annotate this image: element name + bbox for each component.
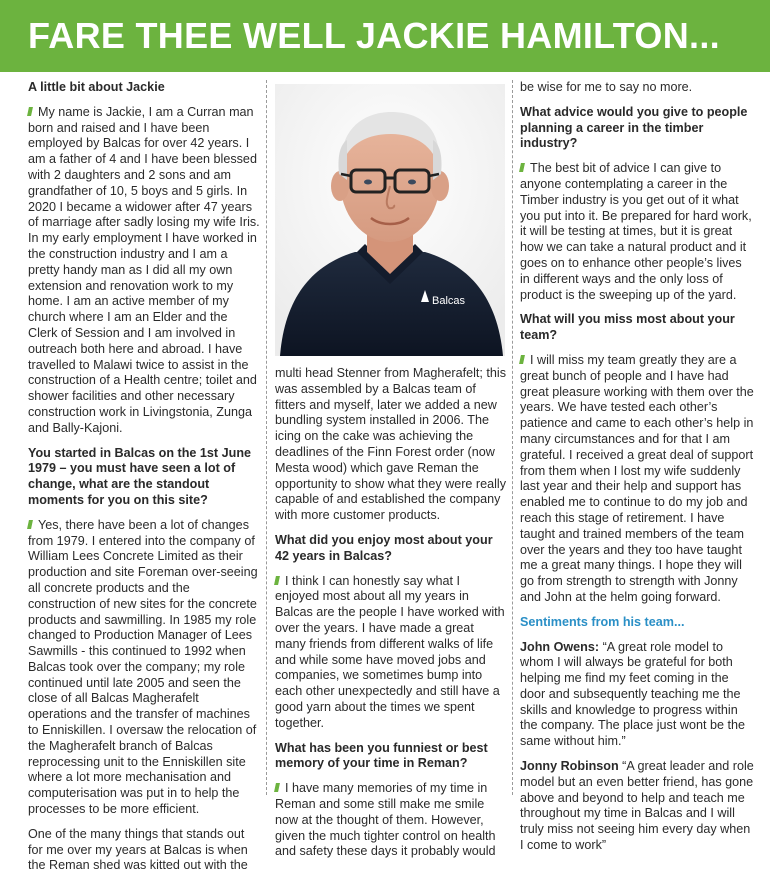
bullet-marker-icon (274, 783, 280, 792)
paragraph: Yes, there have been a lot of changes from 1979. I entered into the company of William Lees Concrete Limited as their production and site Foreman over-seeing all concrete products and the construction of new sites for the concrete products and sawmilling. In 1985 my role changed to Production Manager of Lees Sawmills - this continued to 1992 when Balcas took over the company; my role continued until late 2005 and seen the close of all Balcas Magherafelt operations and the transfer of machines to Enniskillen. I oversaw the relocation of the Magherafelt branch of Balcas reprocessing unit to the Enniskillen site where a lot more mechanisation and computerisation was put in to help the processes to be more efficient. (28, 517, 258, 817)
paragraph: My name is Jackie, I am a Curran man born and raised and I have been employed by Balcas for over 42 years. I am a father of 4 and I have been blessed with 2 daughters and 2 sons and am grandfather of 10, 5 boys and 5 girls. In 2020 I became a widower after 47 years of marriage after sadly losing my wife Iris. In my early employment I have worked in the construction industry and I am a pretty handy man as I did all my own extension and renovation work to my home. I am an active member of my church where I am an Elder and the Clerk of Session and I am involved in outreach both here and abroad. I have travelled to Malawi twice to assist in the construction of a Health centre; toilet and shower facilities and other necessary construction work in Livingstonia, Zunga and Bally-Kajoni. (28, 104, 260, 435)
team-quote (520, 640, 754, 751)
column-1 (28, 80, 260, 883)
quote-author: John Owens: (520, 639, 600, 654)
quote-author: Jonny Robinson (520, 759, 619, 774)
question-heading: What will you miss most about your team? (520, 312, 735, 343)
column-divider (266, 80, 267, 795)
paragraph: I think I can honestly say what I enjoyed most about all my years in Balcas are the people I have worked with over the years. I have made a great many friends from different walks of life and while some have moved jobs and companies, we sometimes bump into each other unexpectedly and still have a good yarn about the times we spent together. (275, 573, 505, 730)
quote-text: “A great role model to whom I will always be grateful for both helping me find my feet coming in the door and subsequently teaching me the skills and knowledge to progress within the company. The place just wont be the same without him.” (520, 639, 745, 749)
page-title: FARE THEE WELL JACKIE HAMILTON... (28, 15, 720, 56)
quote-text: “A great leader and role model but an even better friend, has gone above and beyond to help and teach me throughout my time in Balcas and I will truly miss not seeing him every day when I come to work” (520, 759, 754, 853)
paragraph: be wise for me to say no more. (520, 80, 693, 94)
sentiments-heading: Sentiments from his team... (520, 614, 685, 629)
column-2 (275, 366, 507, 869)
question-heading: What advice would you give to people planning a career in the timber industry? (520, 104, 748, 151)
column-divider (512, 80, 513, 795)
paragraph: The best bit of advice I can give to anyone contemplating a career in the Timber industry is you get out of it what you put into it. Be prepared for hard work, it will be testing at times, but it is great how we can take a natural product and it goes on to enhance other people’s lives in different ways and the only loss of product is the sweeping up of the yard. (520, 161, 752, 302)
column-3 (520, 80, 754, 863)
jacket-logo: Balcas (432, 295, 466, 307)
section-heading: A little bit about Jackie (28, 80, 165, 94)
paragraph: One of the many things that stands out for me over my years at Balcas is when the Reman shed was kitted out with the (28, 826, 248, 873)
team-quote (520, 759, 754, 854)
portrait-illustration (275, 84, 505, 356)
question-heading: You started in Balcas on the 1st June 1979 – you must have seen a lot of change, what are the standout moments for you on this site? (28, 445, 252, 507)
bullet-marker-icon (519, 355, 525, 364)
paragraph: I will miss my team greatly they are a great bunch of people and I have had great pleasure working with them over the years. We have tested each other’s patience and came to each other’s help in many circumstances and for that I am grateful. I received a great deal of support from them when I lost my wife suddenly last year and their help and support has enabled me to continue to do my job and reach this stage of retirement. I have taught and trained members of the team over the years and they too have taught me a great many things. I hope they will go from strength to strength with Jonny and John at the helm going forward. (520, 352, 754, 604)
paragraph: multi head Stenner from Magherafelt; this was assembled by a Balcas team of fitters and myself, later we added a new bundling system installed in 2006. The icing on the cake was achieving the deadlines of the Finn Forest order (now Mesta wood) which gave Reman the opportunity to show what they were really capable of and established the company with more customer products. (275, 366, 507, 523)
bullet-marker-icon (27, 520, 33, 529)
bullet-marker-icon (519, 163, 525, 172)
portrait-photo (275, 84, 505, 356)
bullet-marker-icon (27, 107, 33, 116)
question-heading: What has been you funniest or best memory of your time in Reman? (275, 740, 488, 771)
header-banner (0, 0, 770, 72)
bullet-marker-icon (274, 576, 280, 585)
paragraph: I have many memories of my time in Reman and some still make me smile now at the thought of them. However, given the much tighter control on health and safety these days it probably would (275, 781, 496, 859)
question-heading: What did you enjoy most about your 42 years in Balcas? (275, 532, 493, 563)
